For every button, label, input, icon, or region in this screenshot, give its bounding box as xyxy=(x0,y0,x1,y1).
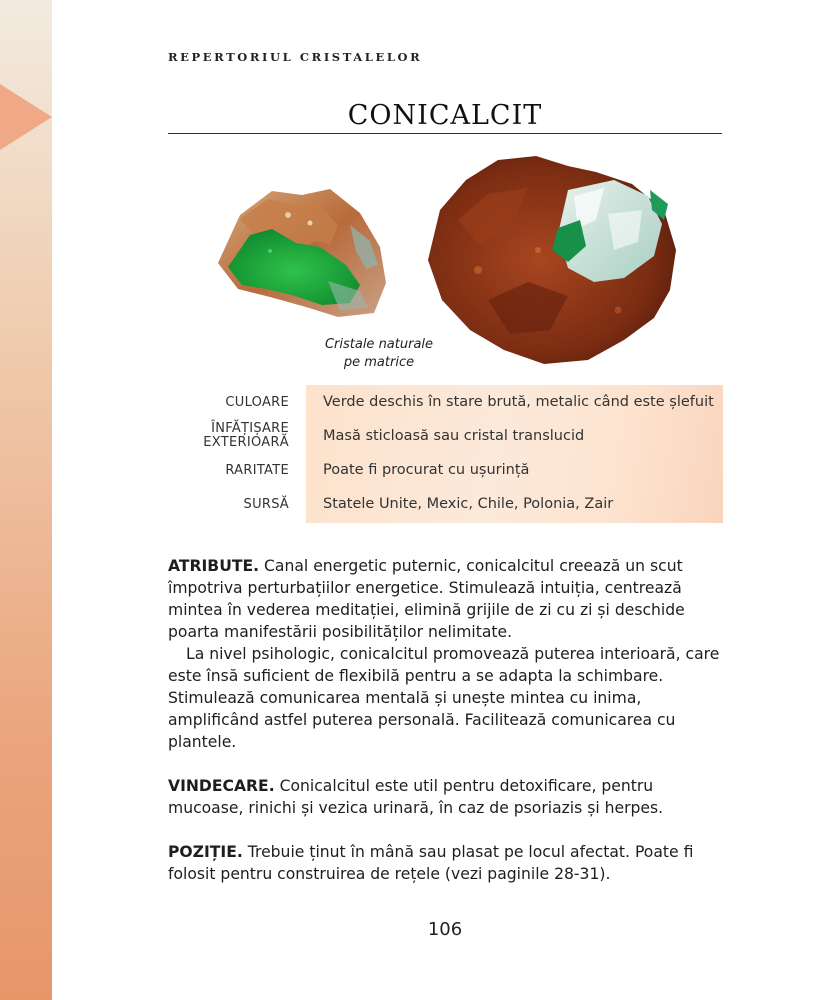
property-label-culoare: CULOARE xyxy=(225,395,289,410)
running-head: REPERTORIUL CRISTALELOR xyxy=(168,50,423,64)
mineral-specimen-green xyxy=(210,185,390,320)
property-value-infatisare: Masă sticloasă sau cristal translucid xyxy=(323,428,585,444)
property-value-raritate: Poate fi procurat cu ușurință xyxy=(323,462,530,478)
title-rule xyxy=(168,133,722,134)
property-label-infatisare-line-1: ÎNFĂȚIȘARE xyxy=(211,421,289,436)
property-value-sursa: Statele Unite, Mexic, Chile, Polonia, Zair xyxy=(323,496,614,512)
property-label-infatisare-line-2: EXTERIOARĂ xyxy=(203,435,289,450)
page-title: CONICALCIT xyxy=(347,100,543,131)
paragraph-atribute-2: La nivel psihologic, conicalcitul promovează puterea interioară, care este însă suficient de flexibilă pentru a se adapta la schimbare. Stimulează comunicarea mentală și unește mintea cu inima, amplificând astfel puterea personală. Facilitează comunicarea cu plantele. xyxy=(168,645,720,751)
side-color-band xyxy=(0,0,52,1000)
side-arrow-marker xyxy=(0,84,52,150)
property-label-sursa: SURSĂ xyxy=(243,497,289,512)
page-number: 106 xyxy=(427,919,463,940)
paragraph-atribute xyxy=(168,555,728,643)
text-atribute: Canal energetic puternic, conicalcitul creează un scut împotriva perturbațiilor energetice. Stimulează intuiția, centrează mintea în vederea meditației, elimină grijile de zi cu zi și deschide poarta manifestării posibilităților nelimitate. xyxy=(168,557,685,641)
lead-pozitie: POZIȚIE. xyxy=(168,843,243,861)
text-vindecare: Conicalcitul este util pentru detoxificare, pentru mucoase, rinichi și vezica urinară, în caz de psoriazis și herpes. xyxy=(168,777,664,817)
property-value-culoare: Verde deschis în stare brută, metalic când este șlefuit xyxy=(323,394,714,410)
paragraph-pozitie xyxy=(168,841,728,885)
mineral-specimen-rust xyxy=(418,150,680,368)
caption-line-2: pe matrice xyxy=(343,355,415,370)
body-text xyxy=(168,555,728,885)
property-label-raritate: RARITATE xyxy=(225,463,289,478)
lead-atribute: ATRIBUTE. xyxy=(168,557,260,575)
text-pozitie: Trebuie ținut în mână sau plasat pe locul afectat. Poate fi folosit pentru construirea de rețele (vezi paginile 28-31). xyxy=(168,843,694,883)
paragraph-vindecare xyxy=(168,775,728,819)
caption-line-1: Cristale naturale xyxy=(324,337,434,352)
lead-vindecare: VINDECARE. xyxy=(168,777,275,795)
image-caption xyxy=(308,336,450,372)
property-label-infatisare xyxy=(203,422,289,450)
